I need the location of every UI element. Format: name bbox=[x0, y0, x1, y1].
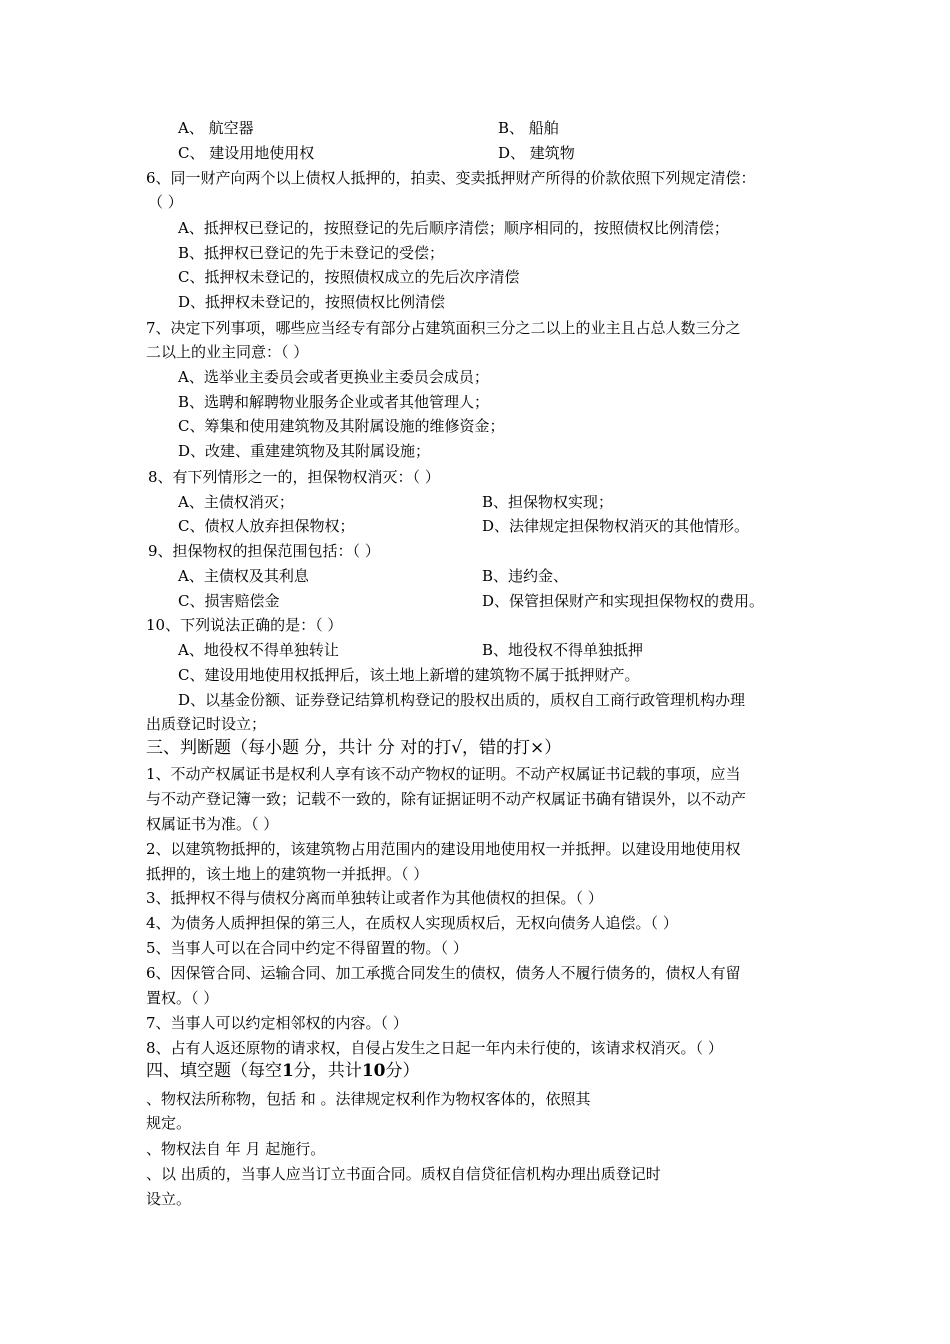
q10-option-a: A、地役权不得单独转让 bbox=[178, 641, 339, 659]
q8-option-c: C、债权人放弃担保物权； bbox=[178, 517, 355, 535]
q6-stem-cont: （ ） bbox=[148, 193, 183, 211]
s3-item5: 5、当事人可以在合同中约定不得留置的物。（ ） bbox=[146, 939, 468, 957]
s3-item2-line1: 2、以建筑物抵押的，该建筑物占用范围内的建设用地使用权一并抵押。以建设用地使用权 bbox=[146, 840, 741, 858]
q10-option-d-cont: 出质登记时设立； bbox=[146, 715, 267, 733]
q9-option-d: D、保管担保财产和实现担保物权的费用。 bbox=[482, 592, 765, 610]
s3-item8: 8、占有人返还原物的请求权，自侵占发生之日起一年内未行使的，该请求权消灭。（ ） bbox=[146, 1039, 723, 1057]
q5-option-b: B、 船舶 bbox=[498, 119, 559, 137]
q8-option-b: B、担保物权实现； bbox=[482, 493, 614, 511]
q6-option-a: A、抵押权已登记的，按照登记的先后顺序清偿；顺序相同的，按照债权比例清偿； bbox=[178, 219, 729, 237]
q8-option-d: D、法律规定担保物权消灭的其他情形。 bbox=[482, 517, 750, 535]
q7-option-c: C、筹集和使用建筑物及其附属设施的维修资金； bbox=[178, 417, 505, 435]
s4-item1-line2: 规定。 bbox=[146, 1114, 192, 1132]
q7-stem: 7、决定下列事项，哪些应当经专有部分占建筑面积三分之二以上的业主且占总人数三分之 bbox=[146, 319, 741, 337]
s3-item3: 3、抵押权不得与债权分离而单独转让或者作为其他债权的担保。（ ） bbox=[146, 889, 603, 907]
s3-item1-line2: 与不动产登记簿一致；记载不一致的，除有证据证明不动产权属证书确有错误外，以不动产 bbox=[146, 790, 747, 808]
s4-item2: 、物权法自 年 月 起施行。 bbox=[146, 1140, 326, 1158]
q5-option-c: C、 建设用地使用权 bbox=[178, 144, 315, 162]
s4-item1-line1: 、物权法所称物，包括 和 。法律规定权利作为物权客体的，依照其 bbox=[146, 1090, 591, 1108]
q6-stem: 6、同一财产向两个以上债权人抵押的，拍卖、变卖抵押财产所得的价款依照下列规定清偿： bbox=[146, 169, 756, 187]
q9-option-b: B、违约金、 bbox=[482, 567, 569, 585]
q5-option-a: A、 航空器 bbox=[178, 119, 254, 137]
q10-stem: 10、下列说法正确的是：（ ） bbox=[146, 616, 343, 634]
q7-option-b: B、选聘和解聘物业服务企业或者其他管理人； bbox=[178, 393, 490, 411]
q6-option-b: B、抵押权已登记的先于未登记的受偿； bbox=[178, 244, 445, 262]
q9-option-a: A、主债权及其利息 bbox=[178, 567, 309, 585]
q7-option-a: A、选举业主委员会或者更换业主委员会成员； bbox=[178, 368, 489, 386]
s3-item1-line3: 权属证书为准。（ ） bbox=[146, 815, 279, 833]
q9-stem: 9、担保物权的担保范围包括：（ ） bbox=[148, 542, 380, 560]
q10-option-b: B、地役权不得单独抵押 bbox=[482, 641, 644, 659]
q10-option-d: D、以基金份额、证券登记结算机构登记的股权出质的，质权自工商行政管理机构办理 bbox=[178, 691, 746, 709]
s3-item1-line1: 1、不动产权属证书是权利人享有该不动产物权的证明。不动产权属证书记载的事项，应当 bbox=[146, 765, 741, 783]
q9-option-c: C、损害赔偿金 bbox=[178, 592, 280, 610]
q8-stem: 8、有下列情形之一的，担保物权消灭：（ ） bbox=[148, 468, 440, 486]
s3-item4: 4、为债务人质押担保的第三人，在质权人实现质权后，无权向债务人追偿。（ ） bbox=[146, 914, 678, 932]
section3-title: 三、判断题（每小题 分，共计 分 对的打√，错的打×） bbox=[146, 738, 562, 758]
s3-item6-line2: 置权。（ ） bbox=[146, 989, 219, 1007]
q7-stem-cont: 二以上的业主同意：（ ） bbox=[146, 343, 309, 361]
s4-item3-line2: 设立。 bbox=[146, 1190, 192, 1208]
q6-option-c: C、抵押权未登记的，按照债权成立的先后次序清偿 bbox=[178, 268, 520, 286]
s3-item6-line1: 6、因保管合同、运输合同、加工承揽合同发生的债权，债务人不履行债务的，债权人有留 bbox=[146, 964, 741, 982]
section4-title: 四、填空题（每空1分，共计10分） bbox=[146, 1061, 420, 1081]
q8-option-a: A、主债权消灭； bbox=[178, 493, 294, 511]
q5-option-d: D、 建筑物 bbox=[498, 144, 575, 162]
q6-option-d: D、抵押权未登记的，按照债权比例清偿 bbox=[178, 293, 446, 311]
q7-option-d: D、改建、重建建筑物及其附属设施； bbox=[178, 442, 431, 460]
s3-item2-line2: 抵押的，该土地上的建筑物一并抵押。（ ） bbox=[146, 865, 429, 883]
s4-item3-line1: 、以 出质的，当事人应当订立书面合同。质权自信贷征信机构办理出质登记时 bbox=[146, 1165, 661, 1183]
q10-option-c: C、建设用地使用权抵押后，该土地上新增的建筑物不属于抵押财产。 bbox=[178, 666, 640, 684]
s3-item7: 7、当事人可以约定相邻权的内容。（ ） bbox=[146, 1014, 408, 1032]
